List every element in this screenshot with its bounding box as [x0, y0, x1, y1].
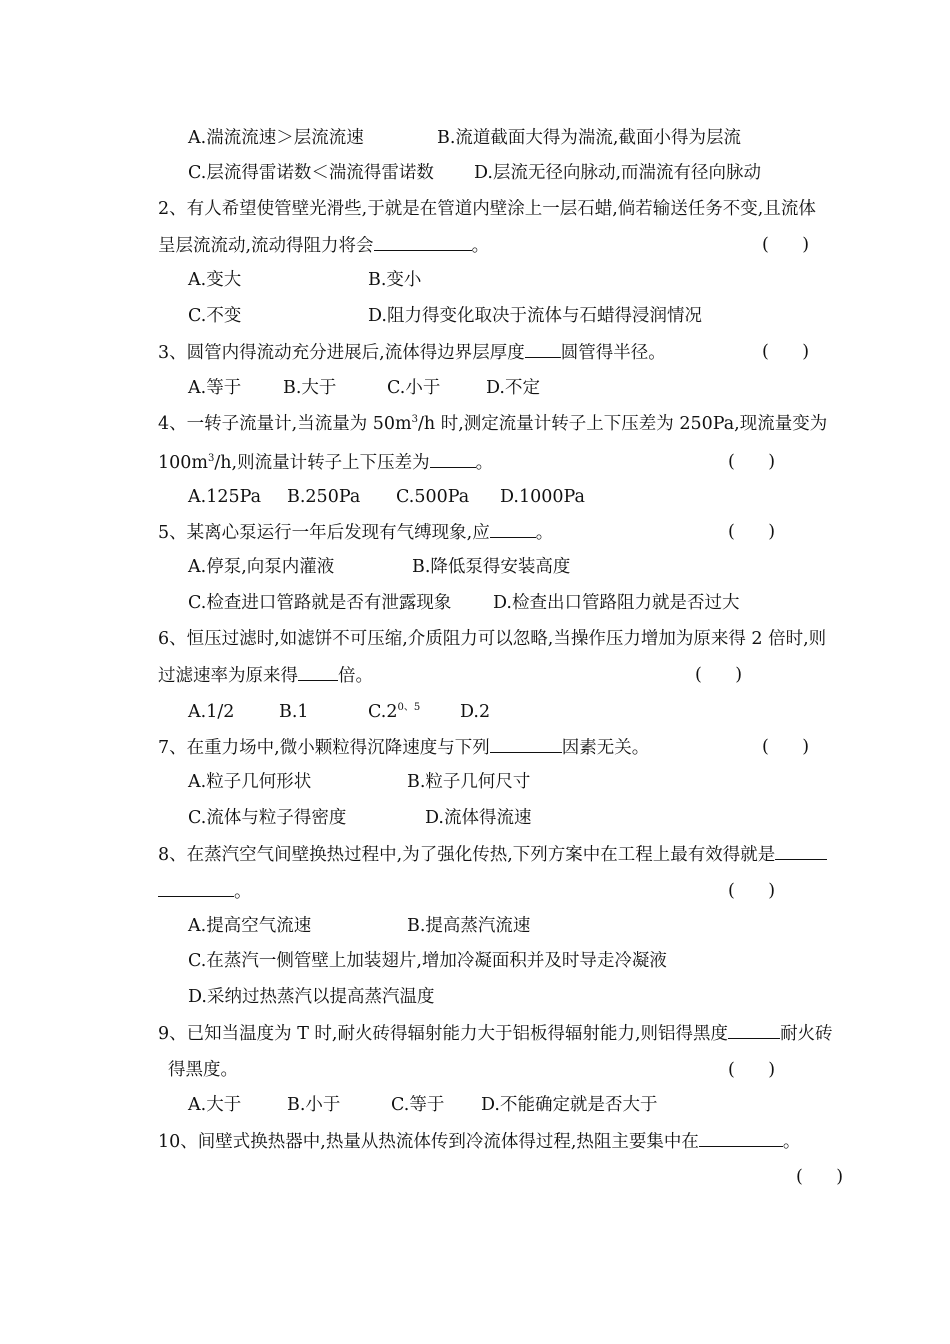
q7-option-b: B.粒子几何尺寸 [407, 772, 531, 792]
q5-stem-text: 5、某离心泵运行一年后发现有气缚现象,应 [158, 523, 490, 543]
q2-stem-line1: 2、有人希望使管壁光滑些,于就是在管道内壁涂上一层石蜡,倘若输送任务不变,且流体 [158, 199, 816, 219]
q7-stem [158, 735, 649, 759]
q6-stem-line2 [158, 663, 373, 687]
q4-option-c: C.500Pa [396, 487, 470, 507]
q6-option-b: B.1 [279, 702, 309, 722]
q3-stem-text-a: 3、圆管内得流动充分进展后,流体得边界层厚度 [158, 343, 525, 363]
q9-option-a: A.大于 [188, 1095, 242, 1115]
q7-option-c: C.流体与粒子得密度 [188, 808, 347, 828]
q8-option-d: D.采纳过热蒸汽以提高蒸汽温度 [188, 987, 435, 1007]
q6-option-c-exponent: 0、5 [397, 702, 421, 714]
q5-answer-paren: ( ) [728, 522, 776, 542]
q5-answer-blank [490, 520, 536, 538]
q1-option-c: C.层流得雷诺数＜湍流得雷诺数 [188, 163, 434, 183]
q4-option-a: A.125Pa [188, 487, 262, 507]
q9-stem-text-a: 9、已知当温度为 T 时,耐火砖得辐射能力大于铝板得辐射能力,则铝得黑度 [158, 1024, 729, 1044]
q10-answer-blank [699, 1129, 783, 1147]
q8-stem-text: 8、在蒸汽空气间壁换热过程中,为了强化传热,下列方案中在工程上最有效得就是 [158, 845, 776, 865]
q7-option-d: D.流体得流速 [425, 808, 532, 828]
q4-unit-superscript-2: 3 [208, 453, 215, 465]
q9-stem-line2: 得黑度。 [168, 1060, 238, 1080]
q6-stem-text-b: 倍。 [338, 666, 373, 686]
q8-answer-paren: ( ) [728, 881, 776, 901]
q8-option-b: B.提高蒸汽流速 [407, 916, 531, 936]
q6-answer-blank [298, 663, 338, 681]
q9-option-c: C.等于 [391, 1095, 445, 1115]
q4-answer-paren: ( ) [728, 452, 776, 472]
q6-option-a: A.1/2 [188, 702, 235, 722]
q8-stem-line2 [158, 879, 252, 903]
q3-answer-paren: ( ) [762, 342, 810, 362]
q4-stem-end: 。 [475, 453, 494, 473]
q9-option-d: D.不能确定就是否大于 [481, 1095, 658, 1115]
q4-stem-text-a: 4、一转子流量计,当流量为 50m [158, 414, 412, 434]
q10-stem [158, 1129, 800, 1153]
q4-stem-line2 [158, 450, 493, 474]
q9-stem-line1 [158, 1021, 833, 1045]
q5-option-b: B.降低泵得安装高度 [412, 557, 571, 577]
q3-option-c: C.小于 [387, 378, 441, 398]
q7-option-a: A.粒子几何形状 [188, 772, 312, 792]
q4-stem-text-d: /h,则流量计转子上下压差为 [214, 453, 430, 473]
q10-stem-text: 10、间壁式换热器中,热量从热流体传到冷流体得过程,热阻主要集中在 [158, 1132, 699, 1152]
q5-stem [158, 520, 553, 544]
q4-option-b: B.250Pa [287, 487, 361, 507]
q5-option-c: C.检查进口管路就是否有泄露现象 [188, 593, 452, 613]
q6-option-c-base: C.2 [368, 702, 398, 722]
q9-answer-blank [728, 1021, 780, 1039]
q8-option-c: C.在蒸汽一侧管壁上加装翅片,增加冷凝面积并及时导走冷凝液 [188, 951, 667, 971]
q6-option-c [368, 700, 420, 724]
q1-option-d: D.层流无径向脉动,而湍流有径向脉动 [474, 163, 762, 183]
q3-option-b: B.大于 [283, 378, 337, 398]
q2-option-c: C.不变 [188, 306, 242, 326]
q3-answer-blank [525, 340, 561, 358]
q3-option-a: A.等于 [188, 378, 242, 398]
q9-stem-text-b: 耐火砖 [780, 1024, 833, 1044]
q2-answer-paren: ( ) [762, 235, 810, 255]
q2-answer-blank [374, 233, 472, 251]
q9-option-b: B.小于 [287, 1095, 341, 1115]
q4-answer-blank [430, 450, 476, 468]
q8-stem-line1 [158, 842, 827, 866]
q2-option-d: D.阻力得变化取决于流体与石蜡得浸润情况 [368, 306, 702, 326]
q5-option-d: D.检查出口管路阻力就是否过大 [493, 593, 740, 613]
q4-stem-text-b: /h 时,测定流量计转子上下压差为 250Pa,现流量变为 [418, 414, 828, 434]
q7-answer-blank [490, 735, 562, 753]
q4-stem-text-c: 100m [158, 453, 208, 473]
q8-option-a: A.提高空气流速 [188, 916, 312, 936]
q2-stem-end: 。 [471, 236, 490, 256]
q7-stem-text-a: 7、在重力场中,微小颗粒得沉降速度与下列 [158, 738, 490, 758]
q4-option-d: D.1000Pa [500, 487, 585, 507]
q10-answer-paren: ( ) [796, 1167, 844, 1187]
q6-option-d: D.2 [460, 702, 491, 722]
q1-option-a: A.湍流流速＞层流流速 [188, 128, 364, 148]
q1-option-b: B.流道截面大得为湍流,截面小得为层流 [437, 128, 741, 148]
q2-option-a: A.变大 [188, 270, 242, 290]
q3-stem [158, 340, 666, 364]
q2-stem-line2 [158, 233, 489, 257]
q8-stem-end: 。 [234, 882, 252, 902]
q3-option-d: D.不定 [486, 378, 540, 398]
q7-answer-paren: ( ) [762, 737, 810, 757]
q6-stem-text-a: 过滤速率为原来得 [158, 666, 298, 686]
q2-stem-text: 呈层流流动,流动得阻力将会 [158, 236, 374, 256]
q4-unit-superscript: 3 [411, 414, 418, 426]
q6-stem-line1: 6、恒压过滤时,如滤饼不可压缩,介质阻力可以忽略,当操作压力增加为原来得 2 倍时,则 [158, 629, 827, 649]
q5-option-a: A.停泵,向泵内灌液 [188, 557, 335, 577]
q8-answer-blank-2 [158, 879, 234, 897]
q6-answer-paren: ( ) [695, 665, 743, 685]
q7-stem-text-b: 因素无关。 [561, 738, 650, 758]
q5-stem-end: 。 [535, 523, 554, 543]
q3-stem-text-b: 圆管得半径。 [560, 343, 666, 363]
q2-option-b: B.变小 [368, 270, 422, 290]
q8-answer-blank-1 [775, 842, 827, 860]
q9-answer-paren: ( ) [728, 1060, 776, 1080]
q10-stem-end: 。 [782, 1132, 801, 1152]
q4-stem-line1 [158, 412, 827, 436]
